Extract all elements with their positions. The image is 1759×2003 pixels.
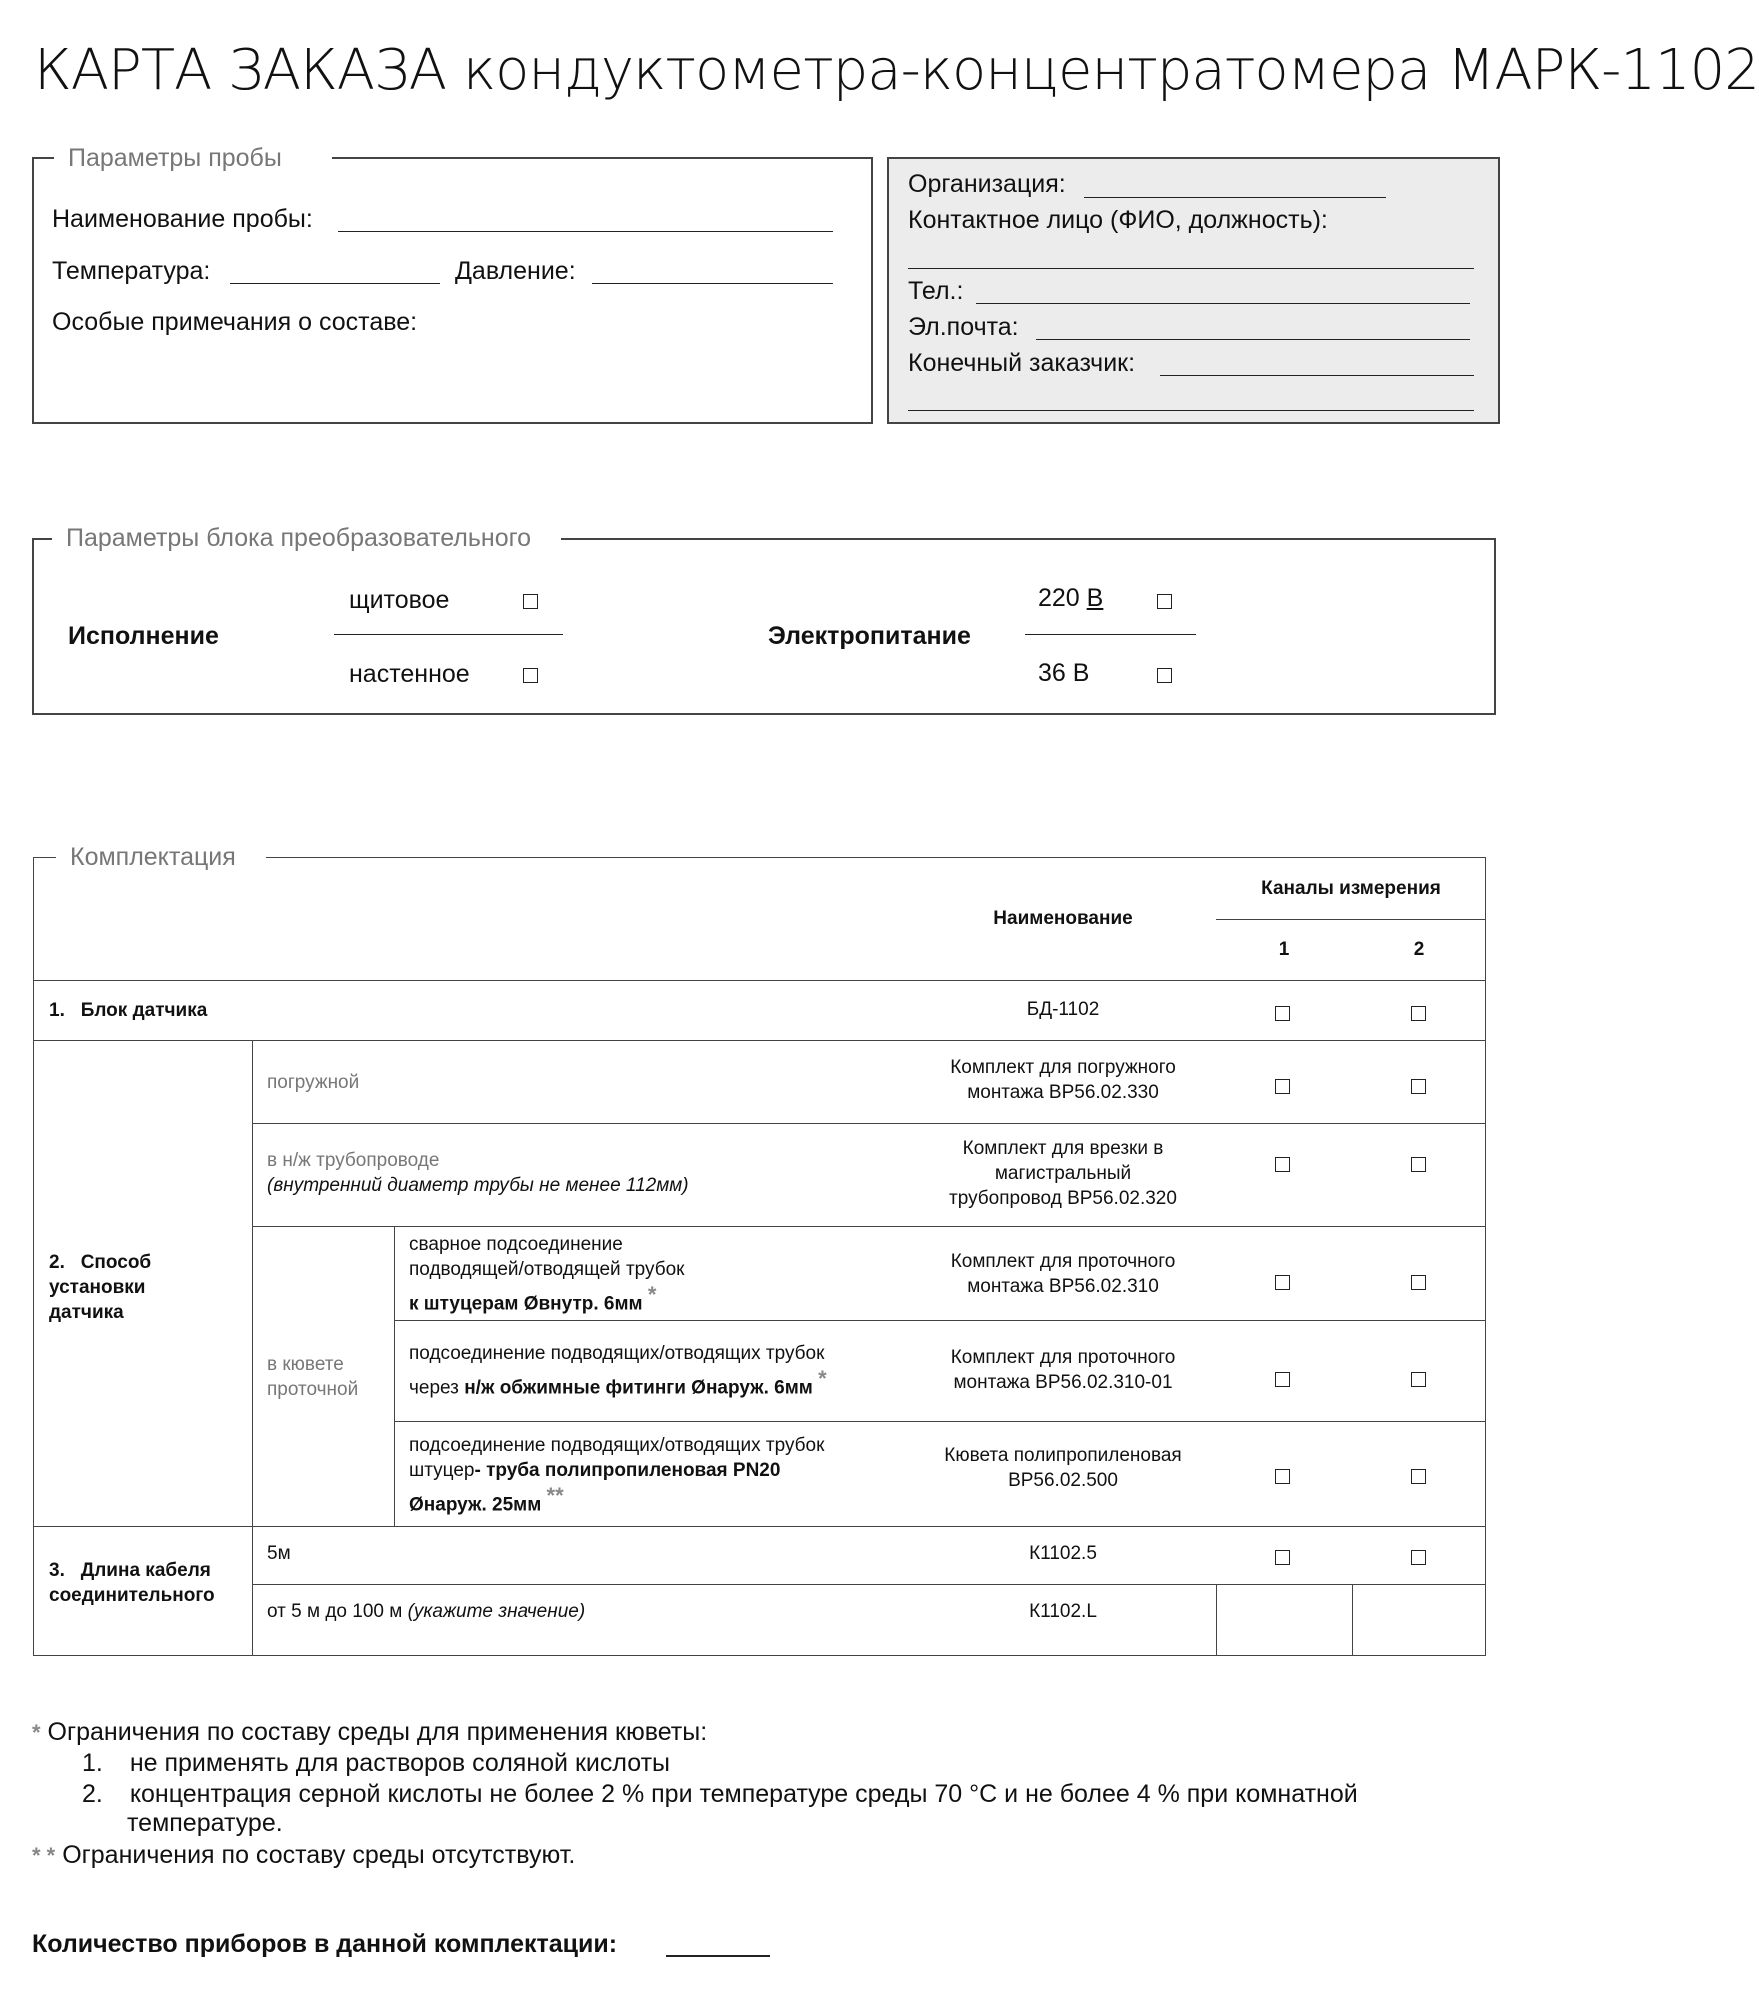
section-2-label [49, 1250, 151, 1325]
flow-welded-kit-line-1: Комплект для проточного [950, 1251, 1176, 1272]
pipe-ch2-checkbox[interactable] [1411, 1157, 1426, 1172]
end-customer-field[interactable] [1160, 375, 1474, 376]
pipe-label-line-2: (внутренний диаметр трубы не менее 112мм) [267, 1175, 689, 1196]
footnote-1-item-2 [82, 1780, 1358, 1809]
end-customer-label: Конечный заказчик: [908, 349, 1136, 377]
section-2-title-1: Способ [80, 1252, 152, 1273]
flow-welded-line-3: к штуцерам Øвнутр. 6мм [409, 1293, 643, 1315]
cable-5m-item: К1102.5 [1029, 1543, 1097, 1564]
contact-person-label: Контактное лицо (ФИО, должность): [908, 206, 1328, 234]
execution-wall-checkbox[interactable] [523, 668, 538, 683]
power-36-checkbox[interactable] [1157, 668, 1172, 683]
organization-field[interactable] [1084, 197, 1386, 198]
section-3-number: 3. [49, 1560, 65, 1581]
email-label: Эл.почта: [908, 313, 1019, 341]
cable-range-ch1-cell[interactable] [1216, 1584, 1217, 1656]
footnote-2-text: Ограничения по составу среды отсутствуют. [62, 1841, 576, 1869]
sensor-block-item: БД-1102 [1026, 999, 1100, 1020]
flow-pp-line-2b: - труба полипропиленовая PN20 [474, 1460, 781, 1481]
pipe-kit-item [903, 1136, 1223, 1211]
flow-cell-line-1: в кювете [267, 1354, 344, 1375]
power-220-unit: В [1086, 584, 1104, 612]
flow-welded-ch1-checkbox[interactable] [1275, 1275, 1290, 1290]
footnote-1-item-1 [82, 1749, 670, 1778]
pipe-bottom-line [252, 1226, 1486, 1227]
flow-welded-line-1: сварное подсоединение [409, 1234, 623, 1255]
cable-range-ch2-cell[interactable] [1352, 1584, 1353, 1656]
channels-header-line [1216, 919, 1486, 920]
immersion-kit-line-2: монтажа ВР56.02.330 [967, 1082, 1159, 1103]
power-option-220 [1038, 584, 1103, 613]
flow-fitting-ch2-checkbox[interactable] [1411, 1372, 1426, 1387]
flow-pp-line-3: Øнаруж. 25мм [409, 1494, 542, 1516]
power-divider [1025, 634, 1196, 635]
footnote-1-item-2-text: концентрация серной кислоты не более 2 % при температуре среды 70 °С и не более 4 % при комнатной [129, 1780, 1358, 1808]
converter-params-legend: Параметры блока преобразовательного [52, 524, 561, 553]
pressure-label: Давление: [455, 257, 576, 285]
pipe-label [267, 1148, 689, 1198]
footnote-1-item-2-number: 2. [82, 1780, 103, 1808]
pipe-ch1-checkbox[interactable] [1275, 1157, 1290, 1172]
power-220-checkbox[interactable] [1157, 594, 1172, 609]
organization-label: Организация: [908, 170, 1066, 198]
cable-5m-ch1-checkbox[interactable] [1275, 1550, 1290, 1565]
col-name-header: Наименование [993, 908, 1133, 929]
contact-person-field[interactable] [908, 268, 1474, 269]
section-2-title-3: датчика [49, 1302, 124, 1323]
pipe-kit-line-3: трубопровод ВР56.02.320 [949, 1188, 1177, 1209]
kit-legend: Комплектация [56, 843, 266, 872]
pipe-kit-line-2: магистральный [994, 1163, 1132, 1184]
immersion-label: погружной [267, 1072, 360, 1093]
flow-fitting-kit-item [903, 1345, 1223, 1395]
email-field[interactable] [1036, 339, 1470, 340]
power-220-value: 220 [1038, 584, 1080, 612]
footnote-1-item-1-text: не применять для растворов соляной кислоты [129, 1749, 671, 1777]
cable-range-text: от 5 м до 100 м [267, 1601, 408, 1622]
flow-pp-ch1-checkbox[interactable] [1275, 1469, 1290, 1484]
flow-fitting-kit-line-2: монтажа ВР56.02.310-01 [953, 1372, 1173, 1393]
immersion-kit-item [903, 1055, 1223, 1105]
execution-label: Исполнение [68, 622, 219, 650]
execution-option-panel: щитовое [349, 586, 450, 614]
flow-fitting-ch1-checkbox[interactable] [1275, 1372, 1290, 1387]
pipe-kit-line-1: Комплект для врезки в [962, 1138, 1164, 1159]
footnote-1-item-2-cont: температуре. [127, 1809, 283, 1837]
header-bottom-line [33, 980, 1486, 981]
section-3-left-divider [252, 1526, 253, 1656]
page-title: КАРТА ЗАКАЗА кондуктометра-концентратомера МАРК-1102 [34, 38, 1759, 103]
cable-range-hint: (укажите значение) [407, 1601, 586, 1622]
quantity-field[interactable] [666, 1955, 770, 1957]
flow-pp-line-2a: штуцер [409, 1460, 475, 1481]
flow-cell-label [267, 1352, 358, 1402]
temperature-field[interactable] [230, 283, 440, 284]
flow-pp-kit-line-1: Кювета полипропиленовая [944, 1445, 1182, 1466]
sample-name-field[interactable] [338, 231, 833, 232]
pipe-label-line-1: в н/ж трубопроводе [267, 1150, 440, 1171]
kit-table [33, 857, 1486, 1656]
channel-1-header: 1 [1278, 939, 1290, 960]
section-2-title-2: установки [49, 1277, 146, 1298]
footnote-2-mark: * * [32, 1843, 56, 1868]
cable-5m-bottom-line [252, 1584, 1486, 1585]
sensor-block-ch2-checkbox[interactable] [1411, 1006, 1426, 1021]
footnote-2 [32, 1841, 575, 1870]
flow-fitting-kit-line-1: Комплект для проточного [950, 1347, 1176, 1368]
end-customer-field-2[interactable] [908, 410, 1474, 411]
flow-fitting-line-2b: н/ж обжимные фитинги Øнаруж. 6мм [464, 1377, 813, 1399]
immersion-kit-line-1: Комплект для погружного [950, 1057, 1176, 1078]
pressure-field[interactable] [592, 283, 833, 284]
flow-welded-line-2: подводящей/отводящей трубок [409, 1259, 685, 1280]
execution-panel-checkbox[interactable] [523, 594, 538, 609]
flow-fitting-footnote-mark: * [818, 1366, 827, 1391]
section-1-label [49, 998, 207, 1023]
flow-welded-ch2-checkbox[interactable] [1411, 1275, 1426, 1290]
flow-pp-desc [409, 1433, 824, 1517]
composition-notes-label: Особые примечания о составе: [52, 308, 418, 336]
flow-fitting-desc [409, 1341, 827, 1400]
sample-name-label: Наименование пробы: [52, 205, 313, 233]
immersion-bottom-line [252, 1123, 1486, 1124]
channel-2-header: 2 [1413, 939, 1425, 960]
phone-label: Тел.: [908, 277, 964, 305]
section-1-title: Блок датчика [80, 1000, 208, 1021]
sample-params-box [32, 157, 873, 424]
phone-field[interactable] [976, 303, 1470, 304]
footnote-1 [32, 1718, 707, 1747]
flow-welded-footnote-mark: * [647, 1282, 657, 1307]
flow-a-bottom-line [394, 1320, 1486, 1321]
converter-params-box [32, 538, 1496, 715]
execution-option-wall: настенное [349, 660, 470, 688]
flow-pp-kit-item [903, 1443, 1223, 1493]
section-1-number: 1. [49, 1000, 65, 1021]
power-label: Электропитание [768, 622, 971, 650]
immersion-ch1-checkbox[interactable] [1275, 1079, 1290, 1094]
footnote-1-mark: * [32, 1720, 41, 1745]
immersion-ch2-checkbox[interactable] [1411, 1079, 1426, 1094]
section-2-number: 2. [49, 1252, 65, 1273]
sample-params-legend: Параметры пробы [54, 144, 332, 173]
section-2-left-divider [252, 1040, 253, 1526]
flow-fitting-line-2a: через [409, 1377, 465, 1399]
col-channels-header: Каналы измерения [1261, 878, 1441, 899]
flow-fitting-line-1: подсоединение подводящих/отводящих трубок [409, 1343, 825, 1364]
footnote-1-text: Ограничения по составу среды для применения кюветы: [47, 1718, 708, 1746]
temperature-label: Температура: [52, 257, 211, 285]
section-1-bottom-line [33, 1040, 1486, 1041]
section-2-bottom-line [33, 1526, 1486, 1527]
power-option-36: 36 В [1038, 659, 1090, 687]
flow-welded-kit-line-2: монтажа ВР56.02.310 [967, 1276, 1159, 1297]
flow-pp-line-1: подсоединение подводящих/отводящих трубок [409, 1435, 825, 1456]
flow-pp-kit-line-2: ВР56.02.500 [1008, 1470, 1118, 1491]
flow-cell-divider [394, 1226, 395, 1526]
cable-5m-label: 5м [267, 1543, 291, 1564]
quantity-label: Количество приборов в данной комплектации: [32, 1930, 618, 1958]
flow-pp-footnote-mark: ** [546, 1483, 564, 1508]
cable-range-item: К1102.L [1029, 1601, 1097, 1622]
cable-5m-ch2-checkbox[interactable] [1411, 1550, 1426, 1565]
section-3-title-2: соединительного [49, 1585, 215, 1606]
section-3-title-1: Длина кабеля [80, 1560, 211, 1581]
section-3-label [49, 1558, 215, 1608]
flow-welded-desc [409, 1232, 684, 1316]
flow-pp-ch2-checkbox[interactable] [1411, 1469, 1426, 1484]
flow-welded-kit-item [903, 1249, 1223, 1299]
execution-divider [334, 634, 563, 635]
flow-cell-line-2: проточной [267, 1379, 359, 1400]
cable-range-label [267, 1599, 585, 1624]
flow-b-bottom-line [394, 1421, 1486, 1422]
footnote-1-item-1-number: 1. [82, 1749, 103, 1777]
sensor-block-ch1-checkbox[interactable] [1275, 1006, 1290, 1021]
